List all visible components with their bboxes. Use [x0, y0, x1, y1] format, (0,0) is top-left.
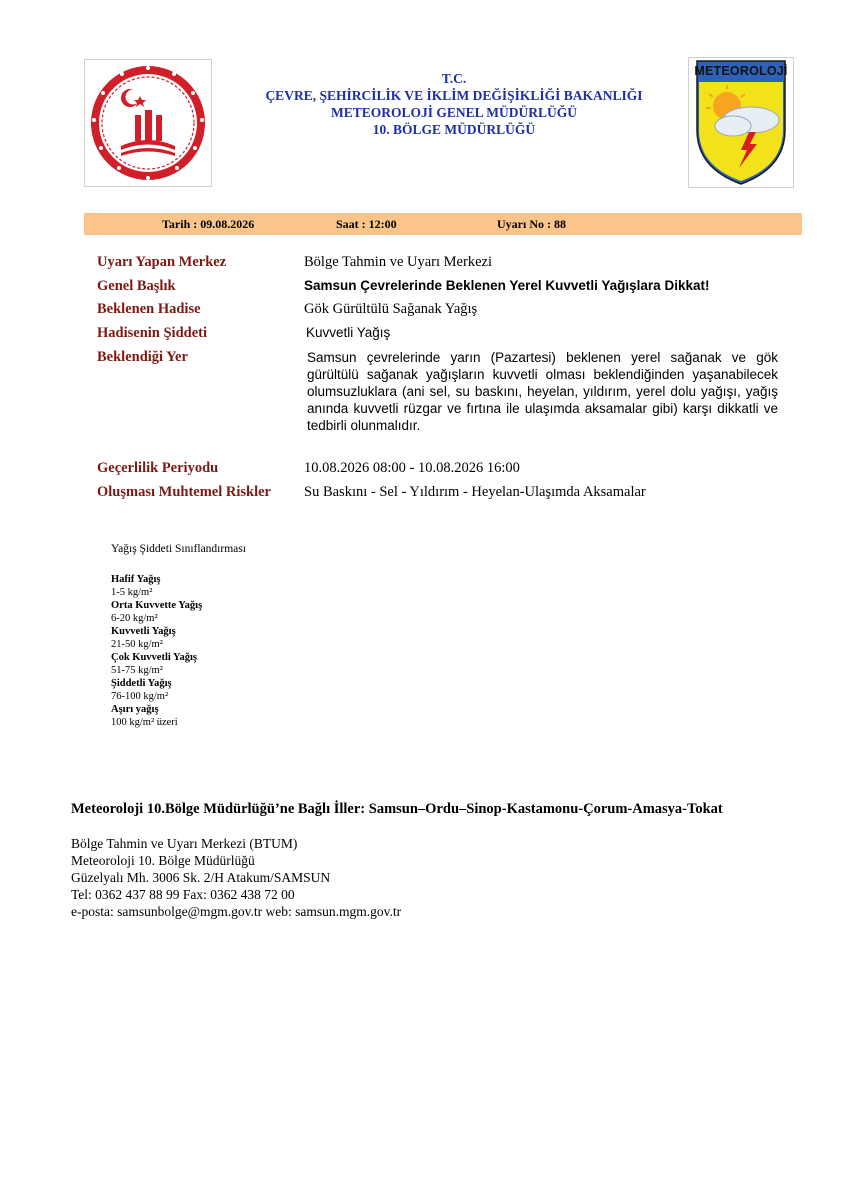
class-item-range: 76-100 kg/m²: [111, 691, 169, 702]
class-item-range: 21-50 kg/m²: [111, 639, 163, 650]
contact-email-web: e-posta: samsunbolge@mgm.gov.tr web: samsun.mgm.gov.tr: [71, 904, 402, 919]
contact-block: [71, 835, 401, 920]
expected-location-description: Samsun çevrelerinde yarın (Pazartesi) beklenen yerel sağanak ve gök gürültülü sağanak yağışların kuvvetli olması beklendiğinden yaşanabilecek olumsuzluklara (ani sel, su baskını, heyelan, yıldırım, yerel dolu yağışı, yağış anında kuvvetli rüzgar ve fırtına ile ulaşımda aksamalar gibi) karşı dikkatli ve tedbirli olunmalıdır.: [307, 350, 778, 433]
class-item-name: Kuvvetli Yağış: [111, 626, 176, 637]
class-item-name: Şiddetli Yağış: [111, 678, 172, 689]
ministry-header: [238, 70, 670, 138]
issuing-center-value: Bölge Tahmin ve Uyarı Merkezi: [304, 254, 492, 270]
warning-time: Saat : 12:00: [336, 217, 397, 231]
class-item-name: Orta Kuvvette Yağış: [111, 600, 203, 611]
header-line-tc: T.C.: [441, 71, 467, 86]
meteoroloji-logo: [688, 57, 794, 188]
expected-event-value: Gök Gürültülü Sağanak Yağış: [304, 301, 478, 317]
class-item-name: Aşırı yağış: [111, 704, 159, 715]
classification-title: Yağış Şiddeti Sınıflandırması: [111, 543, 246, 555]
general-title-label: Genel Başlık: [97, 278, 176, 294]
header-line-ministry: ÇEVRE, ŞEHİRCİLİK VE İKLİM DEĞİŞİKLİĞİ BAKANLIĞI: [265, 88, 643, 103]
expected-location-label: Beklendiği Yer: [97, 349, 188, 365]
warning-number: Uyarı No : 88: [497, 217, 566, 231]
event-severity-label: Hadisenin Şiddeti: [97, 325, 207, 341]
classification-list: [111, 573, 202, 729]
affiliated-provinces: Meteoroloji 10.Bölge Müdürlüğü’ne Bağlı İller: Samsun–Ordu–Sinop-Kastamonu-Çorum-Amasya-Tokat: [71, 801, 723, 817]
warning-info-band: [84, 213, 802, 235]
validity-period-label: Geçerlilik Periyodu: [97, 460, 219, 476]
class-item-name: Çok Kuvvetli Yağış: [111, 652, 197, 663]
class-item-range: 51-75 kg/m²: [111, 665, 163, 676]
class-item-range: 100 kg/m² üzeri: [111, 717, 178, 728]
warning-date: Tarih : 09.08.2026: [162, 217, 255, 231]
possible-risks-label: Oluşması Muhtemel Riskler: [97, 484, 271, 500]
header-line-directorate: METEOROLOJİ GENEL MÜDÜRLÜĞÜ: [330, 105, 578, 120]
issuing-center-label: Uyarı Yapan Merkez: [97, 254, 227, 270]
class-item-range: 6-20 kg/m²: [111, 613, 158, 624]
contact-address: Güzelyalı Mh. 3006 Sk. 2/H Atakum/SAMSUN: [71, 870, 331, 885]
possible-risks-value: Su Baskını - Sel - Yıldırım - Heyelan-Ulaşımda Aksamalar: [304, 484, 646, 500]
contact-phone: Tel: 0362 437 88 99 Fax: 0362 438 72 00: [71, 887, 295, 902]
event-severity-value: Kuvvetli Yağış: [306, 325, 391, 340]
expected-event-label: Beklenen Hadise: [97, 301, 201, 317]
header-line-region: 10. BÖLGE MÜDÜRLÜĞÜ: [372, 122, 536, 137]
meteoroloji-brand-text: METEOROLOJİ: [694, 64, 788, 78]
class-item-range: 1-5 kg/m²: [111, 587, 153, 598]
general-title-value: Samsun Çevrelerinde Beklenen Yerel Kuvvetli Yağışlara Dikkat!: [304, 278, 710, 293]
contact-line: Bölge Tahmin ve Uyarı Merkezi (BTUM): [71, 836, 298, 851]
ministry-logo: [84, 59, 212, 187]
validity-period-value: 10.08.2026 08:00 - 10.08.2026 16:00: [304, 460, 520, 476]
contact-line: Meteoroloji 10. Bölge Müdürlüğü: [71, 853, 255, 868]
class-item-name: Hafif Yağış: [111, 574, 161, 585]
